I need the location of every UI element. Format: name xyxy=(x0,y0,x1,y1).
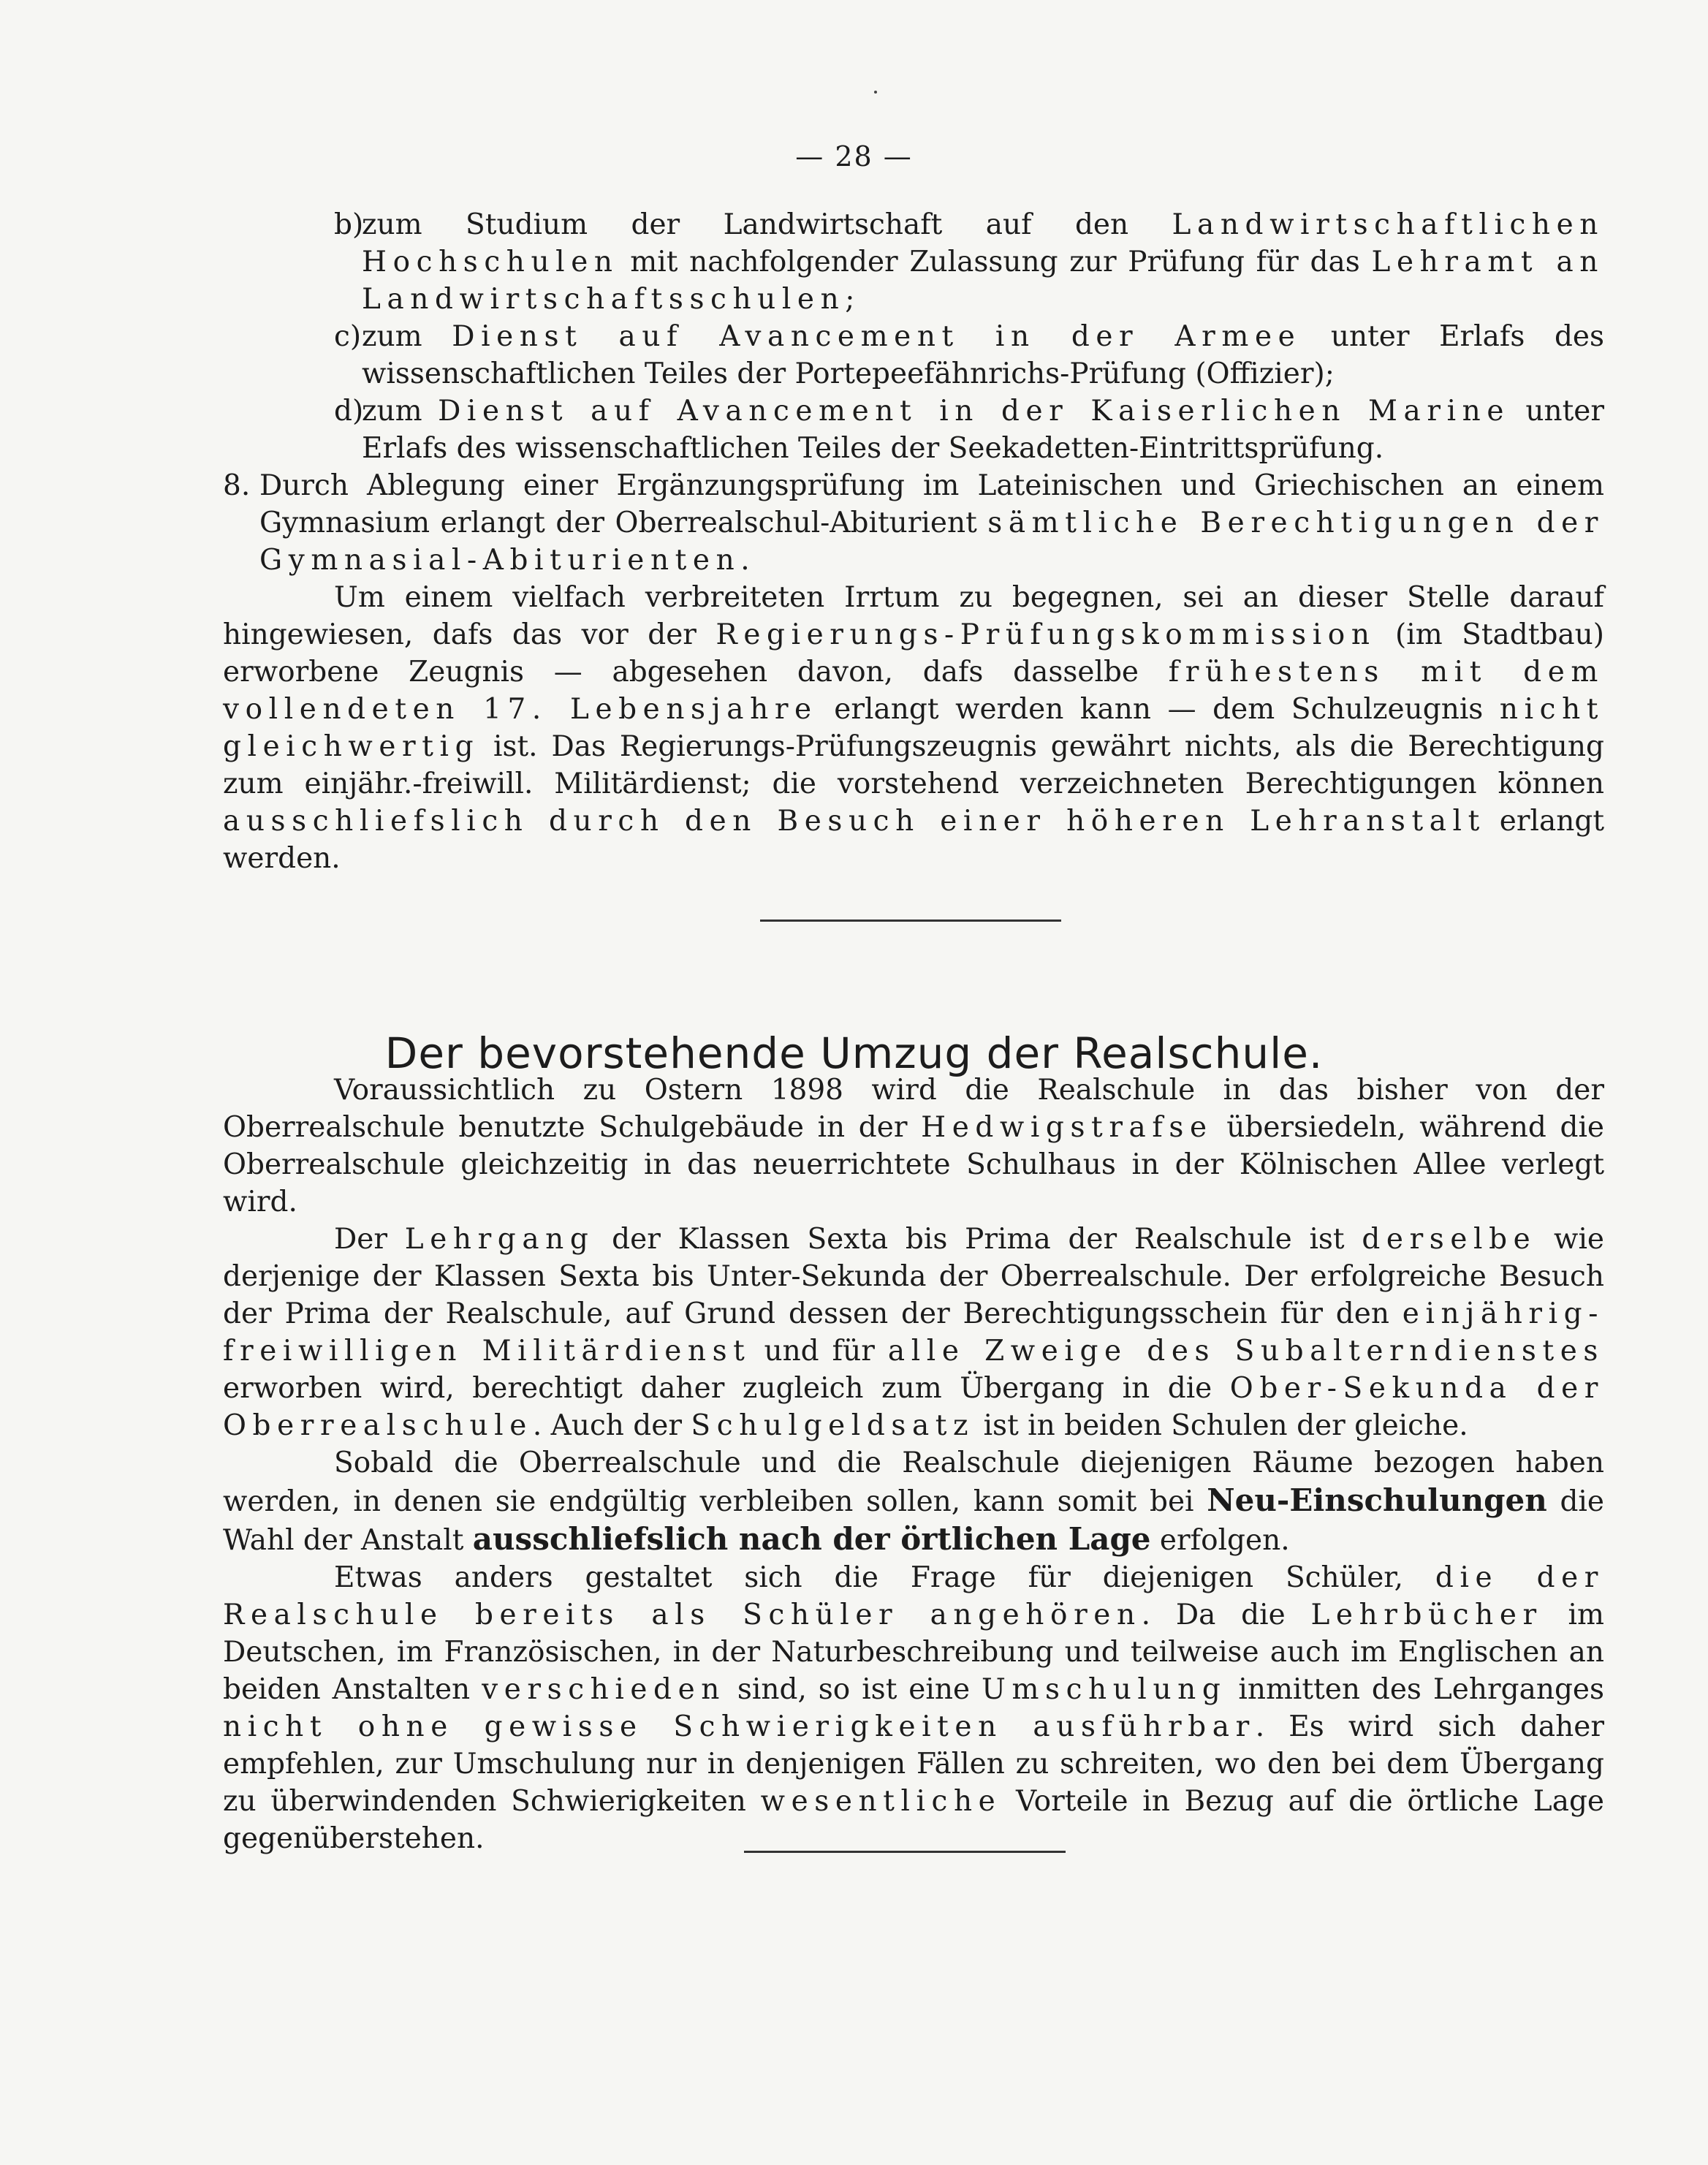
text-run: zum xyxy=(362,320,452,353)
spaced-text: Landwirtschaftlichen Hochschulen xyxy=(362,208,1604,278)
spaced-text: Regierungs-Prüfungskommission xyxy=(716,618,1376,651)
list-item-b xyxy=(223,206,1604,318)
list-label: b) xyxy=(334,208,364,241)
text-run: zum Studium der Landwirtschaft auf den xyxy=(362,208,1172,241)
text-run: ist. Das Regierungs-Prüfungszeugnis gewährt nichts, als die Berechtigung zum einjähr.-freiwill. Militärdienst; die vorstehend verzeichneten Berechtigungen können xyxy=(223,730,1604,800)
bold-text: ausschliefslich nach der örtlichen Lage xyxy=(472,1521,1151,1557)
list-item-8 xyxy=(223,467,1604,579)
paragraph-note xyxy=(223,579,1604,877)
paragraph-3 xyxy=(223,1444,1604,1559)
text-run: im Deutschen, im Französischen, in der Naturbeschreibung und teilweise auch im Englischen an beiden Anstalten xyxy=(223,1599,1604,1706)
spaced-text: verschieden xyxy=(482,1673,726,1706)
text-run: erworben wird, berechtigt daher zugleich zum Übergang in die xyxy=(223,1372,1230,1405)
paragraph-2 xyxy=(223,1221,1604,1444)
spaced-text: nicht gleichwertig xyxy=(223,693,1605,763)
text-run: . Es wird sich daher empfehlen, zur Umschulung nur in denjenigen Fällen zu schreiten, wo den bei dem Übergang zu überwindenden Schwierigkeiten xyxy=(223,1710,1604,1818)
spaced-text: Ober-Sekunda der Oberrealschule xyxy=(223,1372,1604,1442)
spaced-text: sämtliche Berechtigungen der Gymnasial-Abiturienten xyxy=(259,507,1604,577)
spaced-text: nicht ohne gewisse Schwierigkeiten ausführbar xyxy=(223,1710,1256,1743)
list-label: 8. xyxy=(223,469,251,502)
spaced-text: Lehrgang xyxy=(404,1223,595,1256)
text-run: erlangt werden. xyxy=(223,805,1604,875)
spaced-text: Dienst auf Avancement in der Kaiserlichen Marine xyxy=(438,395,1510,428)
spaced-text: derselbe xyxy=(1362,1223,1537,1256)
text-run: ; xyxy=(845,283,855,316)
text-run: die Wahl der Anstalt xyxy=(223,1485,1604,1557)
spaced-text: Lehrbücher xyxy=(1310,1599,1543,1631)
spaced-text: frühestens mit dem vollendeten 17. Lebensjahre xyxy=(223,656,1604,726)
text-run: zum xyxy=(362,395,439,428)
list-label: d) xyxy=(334,395,364,428)
spaced-text: ausschliefslich durch den Besuch einer höheren Lehranstalt xyxy=(223,805,1486,838)
spaced-text: Schulgeldsatz xyxy=(691,1409,975,1442)
text-run: sind, so ist eine xyxy=(725,1673,982,1706)
spaced-text: Dienst auf Avancement in der Armee xyxy=(452,320,1302,353)
text-run: Durch Ablegung einer Ergänzungsprüfung im Lateinischen und Griechischen an einem Gymnasium erlangt der Oberrealschul-Abiturient xyxy=(259,469,1604,539)
section-relocation xyxy=(223,1072,1604,1857)
section-entitlements xyxy=(223,206,1604,877)
text-run: erlangt werden kann — dem Schulzeugnis xyxy=(817,693,1500,726)
text-run: Vorteile in Bezug auf die örtliche Lage gegenüberstehen. xyxy=(223,1785,1604,1855)
text-run: Um einem vielfach verbreiteten Irrtum zu begegnen, sei an dieser Stelle darauf hingewiesen, dafs das vor der xyxy=(223,581,1604,651)
speck-mark xyxy=(874,91,877,94)
text-run: inmitten des Lehrganges xyxy=(1226,1673,1605,1706)
spaced-text: Lehramt an Landwirtschaftsschulen xyxy=(362,246,1604,316)
list-label: c) xyxy=(334,320,362,353)
spaced-text: einjährig-freiwilligen Militärdienst xyxy=(223,1297,1604,1368)
text-run: ist in beiden Schulen der gleiche. xyxy=(974,1409,1468,1442)
section-divider xyxy=(760,920,1061,922)
text-run: Der xyxy=(334,1223,405,1256)
list-item-d xyxy=(223,393,1604,467)
section-heading: Der bevorstehende Umzug der Realschule. xyxy=(384,1028,1324,1078)
text-run: (im Stadtbau) erworbene Zeugnis — abgesehen davon, dafs dasselbe xyxy=(223,618,1604,689)
text-run: . Da die xyxy=(1141,1599,1311,1631)
paragraph-4 xyxy=(223,1559,1604,1857)
text-run: Etwas anders gestaltet sich die Frage für diejenigen Schüler, xyxy=(334,1561,1435,1594)
spaced-text: wesentliche xyxy=(760,1785,1002,1818)
spaced-text: alle Zweige des Subalterndienstes xyxy=(887,1335,1604,1368)
text-run: der Klassen Sexta bis Prima der Realschule ist xyxy=(594,1223,1362,1256)
text-run: wie derjenige der Klassen Sexta bis Unter-Sekunda der Oberrealschule. Der erfolgreiche Besuch der Prima der Realschule, auf Grund dessen der Berechtigungsschein für den xyxy=(223,1223,1604,1330)
list-item-c xyxy=(223,318,1604,393)
section-end-divider xyxy=(744,1851,1066,1853)
text-run: erfolgen. xyxy=(1150,1524,1290,1557)
bold-text: Neu-Einschulungen xyxy=(1207,1482,1547,1518)
text-run: mit nachfolgender Zulassung zur Prüfung für das xyxy=(618,246,1372,278)
paragraph-1 xyxy=(223,1072,1604,1221)
text-run: . Auch der xyxy=(532,1409,691,1442)
text-run: Voraussichtlich zu Ostern 1898 wird die Realschule in das bisher von der Oberrealschule benutzte Schulgebäude in der xyxy=(223,1074,1604,1144)
text-run: unter Erlafs des wissenschaftlichen Teiles der Seekadetten-Eintrittsprüfung. xyxy=(362,395,1605,465)
text-run: . xyxy=(740,544,750,577)
spaced-text: Umschulung xyxy=(982,1673,1227,1706)
spaced-text: Hedwigstrafse xyxy=(921,1111,1213,1144)
page-number: — 28 — xyxy=(795,140,913,172)
text-run: und für xyxy=(751,1335,888,1368)
text-run: unter Erlafs des wissenschaftlichen Teiles der Portepeefähnrichs-Prüfung (Offizier); xyxy=(362,320,1605,390)
spaced-text: die der Realschule bereits als Schüler angehören xyxy=(223,1561,1604,1631)
text-run: übersiedeln, während die Oberrealschule gleichzeitig in das neuerrichtete Schulhaus in der Kölnischen Allee verlegt wird. xyxy=(223,1111,1604,1218)
text-run: Sobald die Oberrealschule und die Realschule diejenigen Räume bezogen haben werden, in denen sie endgültig verbleiben sollen, kann somit bei xyxy=(223,1447,1604,1518)
